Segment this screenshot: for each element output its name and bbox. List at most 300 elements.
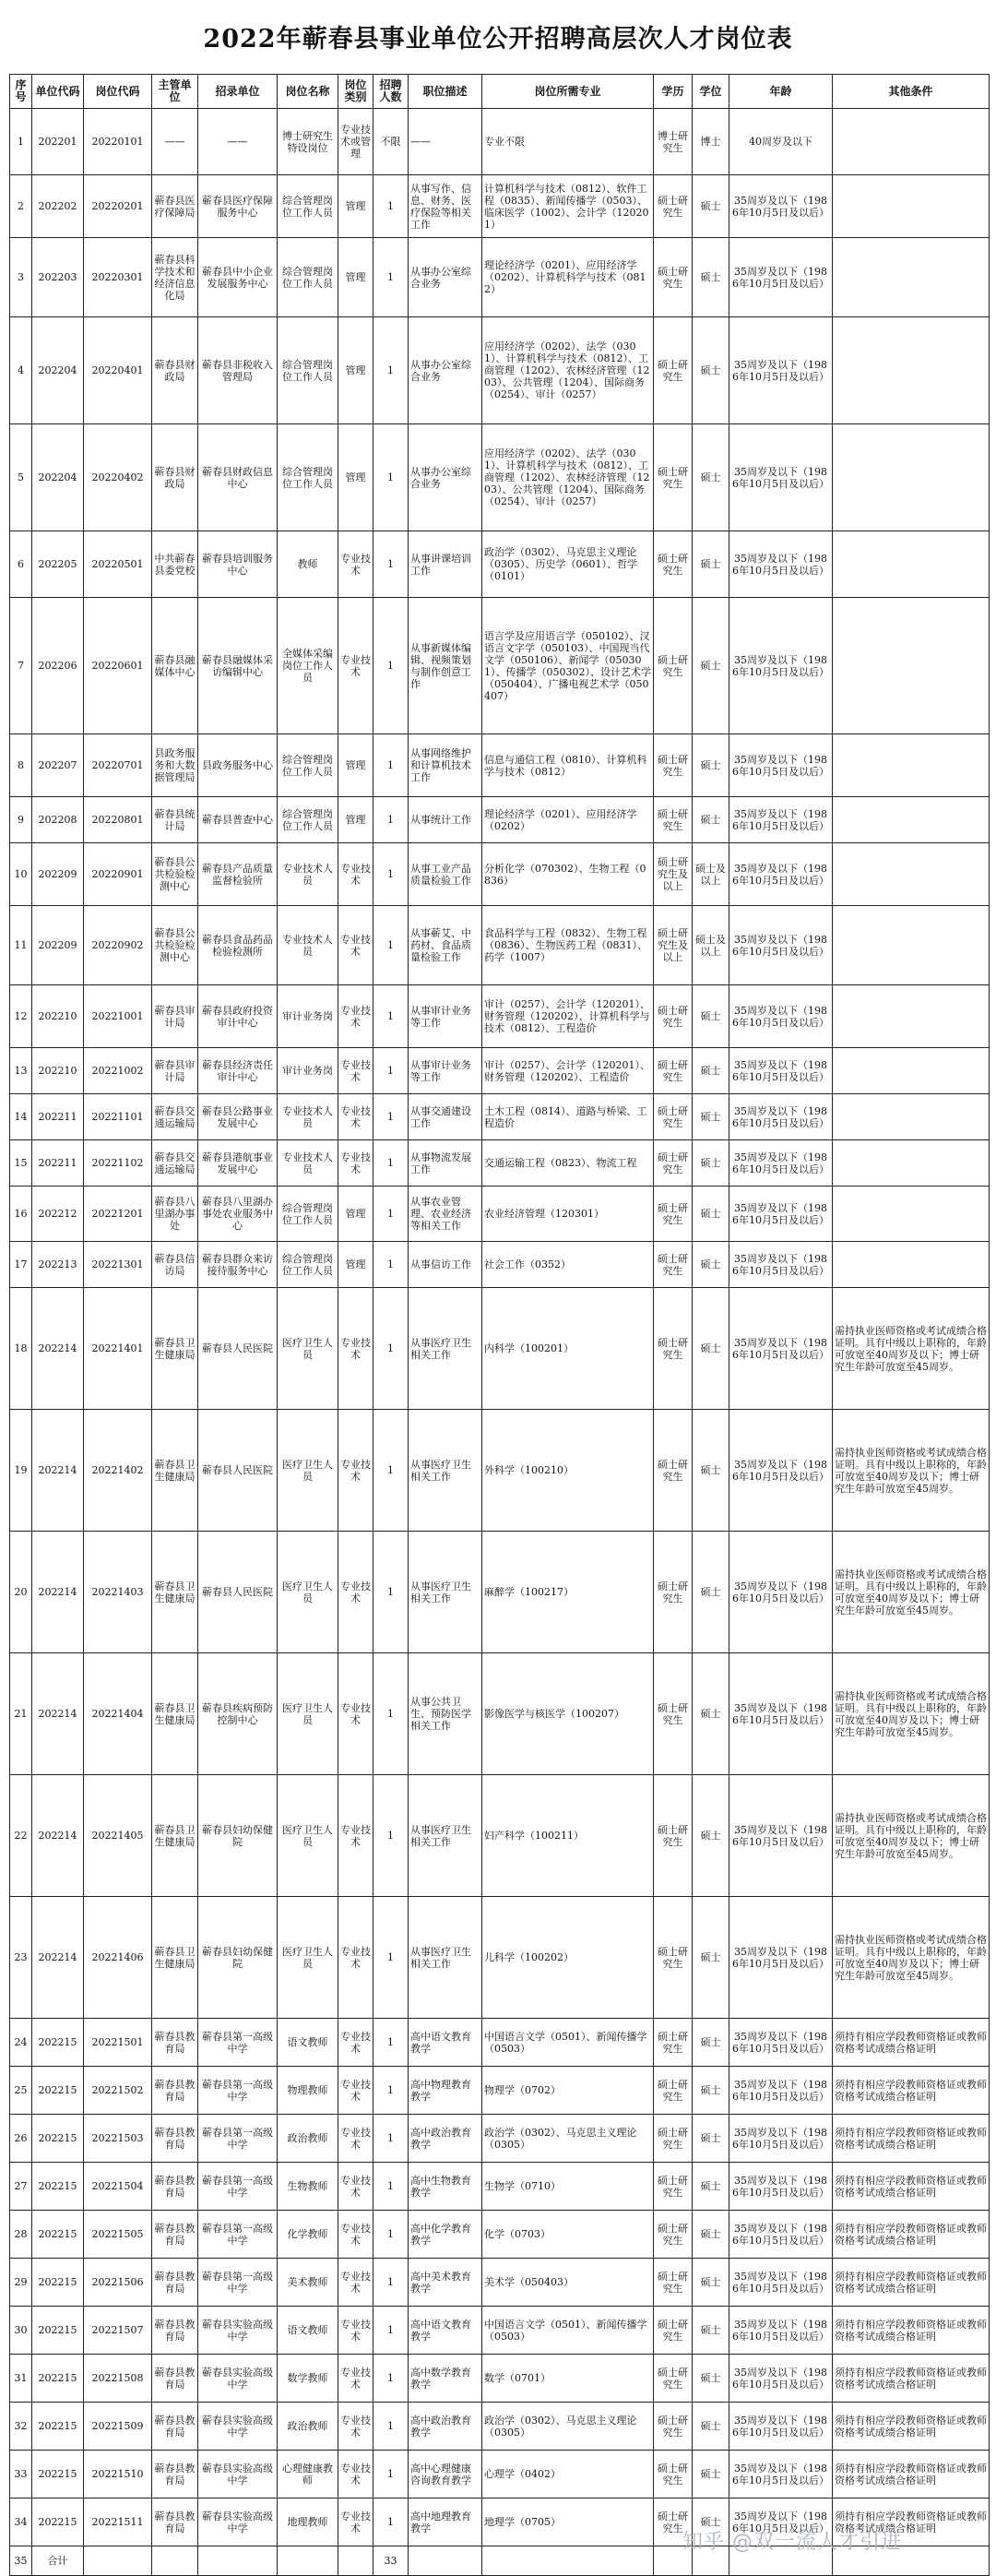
- table-cell: 20221403: [84, 1532, 152, 1653]
- table-cell: 4: [10, 317, 32, 424]
- table-cell: 202215: [32, 2403, 84, 2451]
- table-cell: 政治学（0302）、马克思主义理论（0305）: [482, 2403, 654, 2451]
- table-row: [10, 1140, 990, 1187]
- table-cell: 从事办公室综合业务: [409, 317, 482, 424]
- table-cell: 1: [374, 2498, 409, 2546]
- table-cell: 20221404: [84, 1653, 152, 1775]
- table-row: [10, 985, 990, 1048]
- table-cell: 35周岁及以下（1986年10月5日及以后）: [729, 424, 833, 531]
- table-cell: 20221001: [84, 985, 152, 1048]
- table-cell: 1: [374, 985, 409, 1048]
- table-cell: 硕士研究生: [654, 1410, 693, 1532]
- table-cell: 蕲春县教育局: [152, 2355, 198, 2403]
- table-cell: 20220101: [84, 109, 152, 175]
- table-cell: 专业技术: [338, 2259, 374, 2307]
- table-cell: 外科学（100210）: [482, 1410, 654, 1532]
- table-cell: 数学（0701）: [482, 2355, 654, 2403]
- table-cell: 蕲春县交通运输局: [152, 1094, 198, 1140]
- table-cell: 202209: [32, 843, 84, 906]
- table-cell: 28: [10, 2211, 32, 2259]
- table-cell: 蕲春县公共检验检测中心: [152, 906, 198, 985]
- table-cell: 202215: [32, 2163, 84, 2211]
- total-label: 合计: [32, 2546, 84, 2576]
- table-cell: 硕士: [693, 1775, 729, 1897]
- table-row: [10, 2451, 990, 2498]
- table-cell: 专业技术: [338, 2355, 374, 2403]
- table-cell: 硕士研究生: [654, 1532, 693, 1653]
- table-cell: [833, 424, 990, 531]
- table-cell: 语言学及应用语言学（050102）、汉语言文字学（050103）、中国现当代文学（050106）、新闻学（050301）、传播学（050302）、设计艺术学（050404）、广播电视艺术学（050407）: [482, 598, 654, 734]
- table-cell: 蕲春县交通运输局: [152, 1140, 198, 1187]
- table-cell: 26: [10, 2115, 32, 2163]
- table-cell: 语文教师: [278, 2307, 338, 2355]
- table-cell: 29: [10, 2259, 32, 2307]
- table-cell: 高中物理教育教学: [409, 2067, 482, 2115]
- table-cell: [833, 734, 990, 797]
- table-cell: 硕士研究生: [654, 1775, 693, 1897]
- table-cell: 硕士研究生: [654, 1288, 693, 1410]
- table-cell: 硕士研究生: [654, 2355, 693, 2403]
- table-row: [10, 2163, 990, 2211]
- table-cell: 35周岁及以下（1986年10月5日及以后）: [729, 2211, 833, 2259]
- table-cell: 蕲春县审计局: [152, 985, 198, 1048]
- table-cell: 蕲春县第一高级中学: [198, 2259, 278, 2307]
- table-cell: 20221511: [84, 2498, 152, 2546]
- table-cell: 高中美术教育教学: [409, 2259, 482, 2307]
- table-row: [10, 906, 990, 985]
- table-cell: [833, 175, 990, 238]
- table-cell: 蕲春县第一高级中学: [198, 2163, 278, 2211]
- table-cell: 1: [374, 906, 409, 985]
- table-row: [10, 317, 990, 424]
- table-cell: 硕士: [693, 2498, 729, 2546]
- table-cell: 8: [10, 734, 32, 797]
- table-cell: 高中政治教育教学: [409, 2115, 482, 2163]
- table-cell: 专业技术人员: [278, 843, 338, 906]
- table-cell: 1: [374, 1242, 409, 1288]
- table-cell: 影像医学与核医学（100207）: [482, 1653, 654, 1775]
- table-cell: 蕲春县经济责任审计中心: [198, 1048, 278, 1094]
- table-cell: 35周岁及以下（1986年10月5日及以后）: [729, 1048, 833, 1094]
- table-row: [10, 238, 990, 317]
- table-cell: 20220902: [84, 906, 152, 985]
- table-cell: 综合管理岗位工作人员: [278, 734, 338, 797]
- table-cell: 需持执业医师资格或考试成绩合格证明。具有中级以上职称的，年龄可放宽至40周岁及以下；博士研究生年龄可放宽至45周岁。: [833, 1288, 990, 1410]
- table-cell: 须持有相应学段教师资格证或教师资格考试成绩合格证明: [833, 2115, 990, 2163]
- table-cell: 分析化学（070302）、生物工程（0836）: [482, 843, 654, 906]
- table-cell: 硕士研究生: [654, 1187, 693, 1242]
- table-cell: 需持执业医师资格或考试成绩合格证明。具有中级以上职称的，年龄可放宽至40周岁及以下；博士研究生年龄可放宽至45周岁。: [833, 1653, 990, 1775]
- table-cell: 35周岁及以下（1986年10月5日及以后）: [729, 1410, 833, 1532]
- table-cell: 35周岁及以下（1986年10月5日及以后）: [729, 2498, 833, 2546]
- table-cell: 1: [374, 238, 409, 317]
- table-cell: 6: [10, 531, 32, 598]
- table-cell: 20220901: [84, 843, 152, 906]
- table-row: [10, 2355, 990, 2403]
- table-cell: 蕲春县八里湖办事处农业服务中心: [198, 1187, 278, 1242]
- table-cell: 蕲春县普查中心: [198, 797, 278, 843]
- table-cell: 蕲春县产品质量监督检验所: [198, 843, 278, 906]
- table-cell: 中共蕲春县委党校: [152, 531, 198, 598]
- table-cell: 从事统计工作: [409, 797, 482, 843]
- table-cell: 1: [374, 1410, 409, 1532]
- table-row: [10, 797, 990, 843]
- table-cell: 从事写作、信息、财务、医疗保险等相关工作: [409, 175, 482, 238]
- table-cell: 美术学（050403）: [482, 2259, 654, 2307]
- header-cell: 序号: [10, 75, 32, 109]
- table-cell: 20221101: [84, 1094, 152, 1140]
- table-cell: 硕士研究生: [654, 2211, 693, 2259]
- table-cell: 专业技术或管理: [338, 109, 374, 175]
- table-cell: 管理: [338, 1187, 374, 1242]
- table-cell: 202215: [32, 2498, 84, 2546]
- table-cell: 20221503: [84, 2115, 152, 2163]
- table-cell: 蕲春县融媒体采访编辑中心: [198, 598, 278, 734]
- table-cell: 20221510: [84, 2451, 152, 2498]
- table-cell: 硕士: [693, 1653, 729, 1775]
- table-cell: 35周岁及以下（1986年10月5日及以后）: [729, 317, 833, 424]
- table-cell: 5: [10, 424, 32, 531]
- header-cell: 主管单位: [152, 75, 198, 109]
- table-cell: 高中化学教育教学: [409, 2211, 482, 2259]
- table-cell: 1: [374, 2067, 409, 2115]
- header-cell: 岗位名称: [278, 75, 338, 109]
- table-cell: 专业技术: [338, 1775, 374, 1897]
- table-cell: 硕士研究生: [654, 985, 693, 1048]
- table-cell: 202206: [32, 598, 84, 734]
- table-cell: 化学（0703）: [482, 2211, 654, 2259]
- table-cell: 理论经济学（0201）、应用经济学（0202）: [482, 797, 654, 843]
- table-cell: 35周岁及以下（1986年10月5日及以后）: [729, 734, 833, 797]
- table-cell: 专业技术人员: [278, 1094, 338, 1140]
- table-cell: 1: [374, 2403, 409, 2451]
- table-cell: 蕲春县教育局: [152, 2019, 198, 2067]
- table-cell: 县政务服务中心: [198, 734, 278, 797]
- table-row: [10, 2115, 990, 2163]
- table-cell: 专业技术: [338, 1094, 374, 1140]
- table-cell: 20220701: [84, 734, 152, 797]
- table-row: [10, 109, 990, 175]
- table-cell: 蕲春县人民医院: [198, 1288, 278, 1410]
- table-cell: 20221505: [84, 2211, 152, 2259]
- table-cell: 3: [10, 238, 32, 317]
- table-cell: 蕲春县教育局: [152, 2259, 198, 2307]
- table-cell: 13: [10, 1048, 32, 1094]
- header-cell: 岗位类别: [338, 75, 374, 109]
- table-cell: 33: [10, 2451, 32, 2498]
- table-cell: 蕲春县实验高级中学: [198, 2451, 278, 2498]
- table-cell: 专业技术: [338, 2211, 374, 2259]
- table-cell: 专业技术: [338, 1140, 374, 1187]
- table-cell: 硕士研究生: [654, 1094, 693, 1140]
- table-cell: 专业技术: [338, 1048, 374, 1094]
- table-cell: 25: [10, 2067, 32, 2115]
- table-cell: 专业技术: [338, 1653, 374, 1775]
- table-cell: 硕士研究生: [654, 175, 693, 238]
- table-cell: 15: [10, 1140, 32, 1187]
- header-cell: 岗位所需专业: [482, 75, 654, 109]
- table-cell: 硕士: [693, 175, 729, 238]
- table-cell: 综合管理岗位工作人员: [278, 1187, 338, 1242]
- table-cell: 蕲春县第一高级中学: [198, 2115, 278, 2163]
- table-cell: 高中生物教育教学: [409, 2163, 482, 2211]
- table-cell: 中国语言文学（0501）、新闻传播学（0503）: [482, 2019, 654, 2067]
- table-cell: 1: [374, 2259, 409, 2307]
- table-cell: 蕲春县卫生健康局: [152, 1775, 198, 1897]
- table-cell: 20220201: [84, 175, 152, 238]
- table-cell: 专业技术人员: [278, 1140, 338, 1187]
- table-cell: 蕲春县教育局: [152, 2498, 198, 2546]
- table-cell: [833, 1094, 990, 1140]
- table-cell: 20221402: [84, 1410, 152, 1532]
- table-cell: 须持有相应学段教师资格证或教师资格考试成绩合格证明: [833, 2163, 990, 2211]
- table-cell: 专业技术: [338, 1410, 374, 1532]
- table-cell: 20221301: [84, 1242, 152, 1288]
- table-cell: 35周岁及以下（1986年10月5日及以后）: [729, 1897, 833, 2019]
- table-cell: 1: [374, 598, 409, 734]
- table-cell: 社会工作（0352）: [482, 1242, 654, 1288]
- table-cell: 蕲春县财政局: [152, 424, 198, 531]
- table-cell: 1: [374, 317, 409, 424]
- table-cell: 高中政治教育教学: [409, 2403, 482, 2451]
- table-cell: 高中心理健康咨询教育教学: [409, 2451, 482, 2498]
- table-cell: 中国语言文学（0501）、新闻传播学（0503）: [482, 2307, 654, 2355]
- table-cell: 202207: [32, 734, 84, 797]
- table-cell: [833, 317, 990, 424]
- table-cell: 博士: [693, 109, 729, 175]
- table-cell: 35周岁及以下（1986年10月5日及以后）: [729, 175, 833, 238]
- table-cell: 202214: [32, 1410, 84, 1532]
- table-cell: ——: [409, 109, 482, 175]
- table-row: [10, 2019, 990, 2067]
- table-cell: 蕲春县审计局: [152, 1048, 198, 1094]
- table-cell: 1: [374, 1288, 409, 1410]
- table-cell: 20221401: [84, 1288, 152, 1410]
- table-cell: 硕士: [693, 2163, 729, 2211]
- table-cell: 硕士研究生及以上: [654, 843, 693, 906]
- header-cell: 招录单位: [198, 75, 278, 109]
- table-cell: 硕士: [693, 1140, 729, 1187]
- table-cell: 须持有相应学段教师资格证或教师资格考试成绩合格证明: [833, 2451, 990, 2498]
- table-row: [10, 598, 990, 734]
- table-cell: 专业技术: [338, 2451, 374, 2498]
- table-cell: 20221504: [84, 2163, 152, 2211]
- table-cell: 202215: [32, 2211, 84, 2259]
- table-cell: 蕲春县实验高级中学: [198, 2403, 278, 2451]
- table-row: [10, 843, 990, 906]
- watermark: 知乎 @双一流人才引进: [682, 2531, 902, 2554]
- table-cell: 蕲春县教育局: [152, 2067, 198, 2115]
- table-cell: 须持有相应学段教师资格证或教师资格考试成绩合格证明: [833, 2211, 990, 2259]
- table-row: [10, 1187, 990, 1242]
- table-cell: 管理: [338, 1242, 374, 1288]
- table-cell: 1: [374, 1653, 409, 1775]
- table-cell: 综合管理岗位工作人员: [278, 797, 338, 843]
- table-cell: 20221502: [84, 2067, 152, 2115]
- table-cell: ——: [198, 109, 278, 175]
- table-cell: [833, 1048, 990, 1094]
- table-cell: 硕士: [693, 2115, 729, 2163]
- table-cell: 硕士: [693, 1410, 729, 1532]
- table-cell: 21: [10, 1653, 32, 1775]
- table-cell: 20221508: [84, 2355, 152, 2403]
- table-cell: 硕士研究生: [654, 734, 693, 797]
- table-cell: 202215: [32, 2067, 84, 2115]
- table-cell: 综合管理岗位工作人员: [278, 1242, 338, 1288]
- table-cell: 蕲春县公共检验检测中心: [152, 843, 198, 906]
- table-cell: 综合管理岗位工作人员: [278, 424, 338, 531]
- table-cell: 硕士: [693, 2355, 729, 2403]
- table-cell: 从事交通建设工作: [409, 1094, 482, 1140]
- table-cell: 20220501: [84, 531, 152, 598]
- table-cell: 生物学（0710）: [482, 2163, 654, 2211]
- table-cell: 从事网络维护和计算机技术工作: [409, 734, 482, 797]
- table-cell: 专业技术: [338, 985, 374, 1048]
- table-cell: 蕲春县卫生健康局: [152, 1288, 198, 1410]
- table-cell: 硕士: [693, 2019, 729, 2067]
- table-cell: 202203: [32, 238, 84, 317]
- table-cell: 专业技术: [338, 2067, 374, 2115]
- table-cell: 30: [10, 2307, 32, 2355]
- table-cell: [833, 238, 990, 317]
- table-cell: 硕士: [693, 531, 729, 598]
- table-cell: 20220301: [84, 238, 152, 317]
- table-cell: 硕士: [693, 734, 729, 797]
- table-row: [10, 2307, 990, 2355]
- table-cell: 硕士: [693, 1532, 729, 1653]
- table-cell: 35周岁及以下（1986年10月5日及以后）: [729, 2019, 833, 2067]
- table-cell: 蕲春县信访局: [152, 1242, 198, 1288]
- table-cell: 硕士研究生: [654, 2019, 693, 2067]
- table-cell: 妇产科学（100211）: [482, 1775, 654, 1897]
- table-cell: 1: [374, 175, 409, 238]
- table-cell: 医疗卫生人员: [278, 1532, 338, 1653]
- table-cell: 24: [10, 2019, 32, 2067]
- table-cell: 35周岁及以下（1986年10月5日及以后）: [729, 1094, 833, 1140]
- table-cell: 硕士研究生: [654, 1048, 693, 1094]
- table-body: [10, 109, 990, 2546]
- table-row: [10, 1653, 990, 1775]
- table-cell: 专业不限: [482, 109, 654, 175]
- table-cell: 硕士: [693, 238, 729, 317]
- table-cell: 1: [374, 2115, 409, 2163]
- table-cell: 35周岁及以下（1986年10月5日及以后）: [729, 1775, 833, 1897]
- table-cell: 从事公共卫生、预防医学相关工作: [409, 1653, 482, 1775]
- table-cell: 管理: [338, 734, 374, 797]
- table-cell: 蕲春县政府投资审计中心: [198, 985, 278, 1048]
- table-cell: 高中语文教育教学: [409, 2019, 482, 2067]
- table-cell: 从事医疗卫生相关工作: [409, 1532, 482, 1653]
- table-cell: 20220601: [84, 598, 152, 734]
- table-cell: 1: [374, 2211, 409, 2259]
- table-cell: 从事医疗卫生相关工作: [409, 1410, 482, 1532]
- table-cell: 从事物流发展工作: [409, 1140, 482, 1187]
- table-cell: 1: [374, 2307, 409, 2355]
- table-cell: 蕲春县教育局: [152, 2307, 198, 2355]
- table-cell: 硕士: [693, 985, 729, 1048]
- table-cell: 从事办公室综合业务: [409, 424, 482, 531]
- table-cell: 20220401: [84, 317, 152, 424]
- table-cell: 硕士: [693, 2451, 729, 2498]
- table-cell: 蕲春县教育局: [152, 2403, 198, 2451]
- table-cell: 博士研究生: [654, 109, 693, 175]
- table-cell: 审计业务岗: [278, 1048, 338, 1094]
- table-cell: 食品科学与工程（0832）、生物工程（0836）、生物医药工程（0831）、药学（1007）: [482, 906, 654, 985]
- table-cell: 硕士研究生: [654, 2403, 693, 2451]
- table-cell: 专业技术: [338, 2115, 374, 2163]
- table-cell: 全媒体采编岗位工作人员: [278, 598, 338, 734]
- table-cell: 1: [374, 2019, 409, 2067]
- header-cell: 岗位代码: [84, 75, 152, 109]
- table-cell: 须持有相应学段教师资格证或教师资格考试成绩合格证明: [833, 2355, 990, 2403]
- table-cell: 语文教师: [278, 2019, 338, 2067]
- table-cell: 蕲春县医疗保障服务中心: [198, 175, 278, 238]
- table-cell: 管理: [338, 797, 374, 843]
- table-cell: 蕲春县实验高级中学: [198, 2307, 278, 2355]
- table-cell: 硕士: [693, 2211, 729, 2259]
- table-cell: [833, 531, 990, 598]
- table-cell: [833, 985, 990, 1048]
- header-cell: 学历: [654, 75, 693, 109]
- table-cell: 需持执业医师资格或考试成绩合格证明。具有中级以上职称的，年龄可放宽至40周岁及以下；博士研究生年龄可放宽至45周岁。: [833, 1410, 990, 1532]
- table-cell: 须持有相应学段教师资格证或教师资格考试成绩合格证明: [833, 2403, 990, 2451]
- table-cell: 蕲春县财政局: [152, 317, 198, 424]
- table-cell: 18: [10, 1288, 32, 1410]
- table-cell: 政治教师: [278, 2115, 338, 2163]
- table-cell: 心理学（0402）: [482, 2451, 654, 2498]
- table-cell: 20220801: [84, 797, 152, 843]
- table-cell: 医疗卫生人员: [278, 1410, 338, 1532]
- table-cell: 蕲春县港航事业发展中心: [198, 1140, 278, 1187]
- table-cell: 硕士研究生: [654, 1242, 693, 1288]
- table-cell: 202211: [32, 1140, 84, 1187]
- table-cell: 硕士研究生: [654, 2451, 693, 2498]
- table-row: [10, 424, 990, 531]
- table-cell: 蕲春县公路事业发展中心: [198, 1094, 278, 1140]
- table-cell: [833, 598, 990, 734]
- table-cell: 硕士: [693, 2403, 729, 2451]
- table-cell: 蕲春县教育局: [152, 2163, 198, 2211]
- table-cell: 1: [374, 2163, 409, 2211]
- table-cell: 专业技术: [338, 2307, 374, 2355]
- table-cell: 202208: [32, 797, 84, 843]
- table-cell: 202214: [32, 1897, 84, 2019]
- table-cell: 202215: [32, 2451, 84, 2498]
- table-cell: 专业技术: [338, 1897, 374, 2019]
- table-cell: 医疗卫生人员: [278, 1775, 338, 1897]
- table-row: [10, 1410, 990, 1532]
- table-cell: 硕士研究生: [654, 2067, 693, 2115]
- table-cell: 从事审计业务等工作: [409, 1048, 482, 1094]
- table-cell: 35周岁及以下（1986年10月5日及以后）: [729, 2163, 833, 2211]
- table-cell: 20220402: [84, 424, 152, 531]
- table-cell: 心理健康教师: [278, 2451, 338, 2498]
- table-cell: 35周岁及以下（1986年10月5日及以后）: [729, 2403, 833, 2451]
- table-cell: 硕士: [693, 797, 729, 843]
- table-cell: 硕士研究生: [654, 2163, 693, 2211]
- table-cell: 县政务服务和大数据管理局: [152, 734, 198, 797]
- table-cell: 20221501: [84, 2019, 152, 2067]
- table-cell: 硕士研究生: [654, 238, 693, 317]
- table-cell: 须持有相应学段教师资格证或教师资格考试成绩合格证明: [833, 2307, 990, 2355]
- table-cell: 须持有相应学段教师资格证或教师资格考试成绩合格证明: [833, 2067, 990, 2115]
- table-cell: 1: [374, 531, 409, 598]
- table-cell: 35周岁及以下（1986年10月5日及以后）: [729, 906, 833, 985]
- recruitment-table: [9, 74, 990, 2576]
- table-cell: 硕士: [693, 598, 729, 734]
- table-cell: 35周岁及以下（1986年10月5日及以后）: [729, 2067, 833, 2115]
- table-cell: 9: [10, 797, 32, 843]
